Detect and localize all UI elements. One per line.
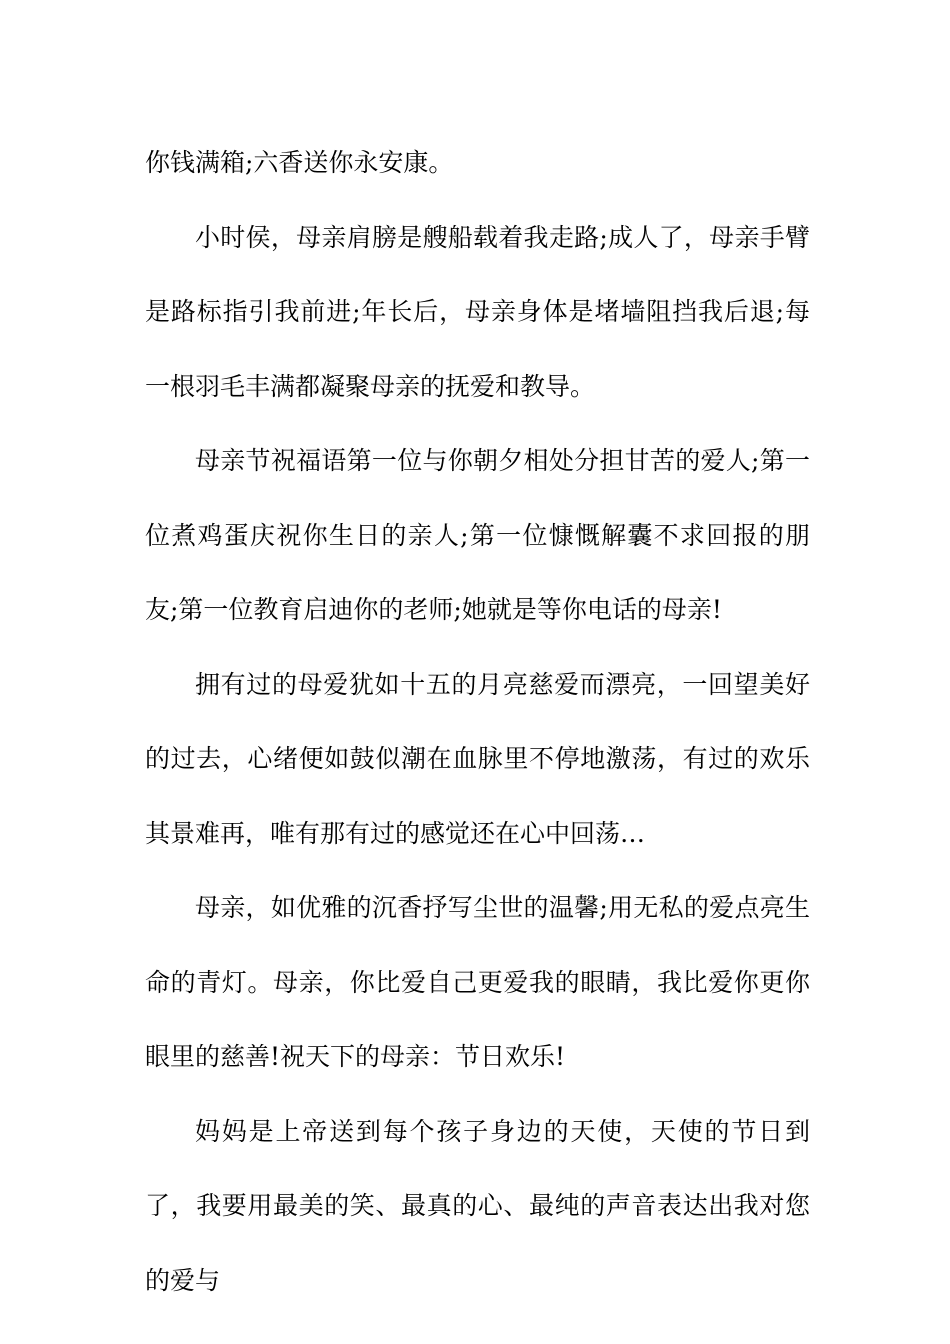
document-body xyxy=(145,126,810,1318)
paragraph: 小时侯，母亲肩膀是艘船载着我走路;成人了，母亲手臂是路标指引我前进;年长后，母亲身体是堵墙阻挡我后退;每一根羽毛丰满都凝聚母亲的抚爱和教导。 xyxy=(145,222,810,401)
paragraph-continuation: 你钱满箱;六香送你永安康。 xyxy=(145,148,454,177)
paragraph: 妈妈是上帝送到每个孩子身边的天使，天使的节日到了，我要用最美的笑、最真的心、最纯的声音表达出我对您的爱与 xyxy=(145,1116,810,1295)
paragraph: 母亲，如优雅的沉香抒写尘世的温馨;用无私的爱点亮生命的青灯。母亲，你比爱自己更爱我的眼睛，我比爱你更你眼里的慈善!祝天下的母亲：节日欢乐! xyxy=(145,893,810,1071)
paragraph: 母亲节祝福语第一位与你朝夕相处分担甘苦的爱人;第一位煮鸡蛋庆祝你生日的亲人;第一位慷慨解囊不求回报的朋友;第一位教育启迪你的老师;她就是等你电话的母亲! xyxy=(145,446,810,624)
paragraph: 拥有过的母爱犹如十五的月亮慈爱而漂亮，一回望美好的过去，心绪便如鼓似潮在血脉里不停地激荡，有过的欢乐其景难再，唯有那有过的感觉还在心中回荡… xyxy=(145,669,810,848)
